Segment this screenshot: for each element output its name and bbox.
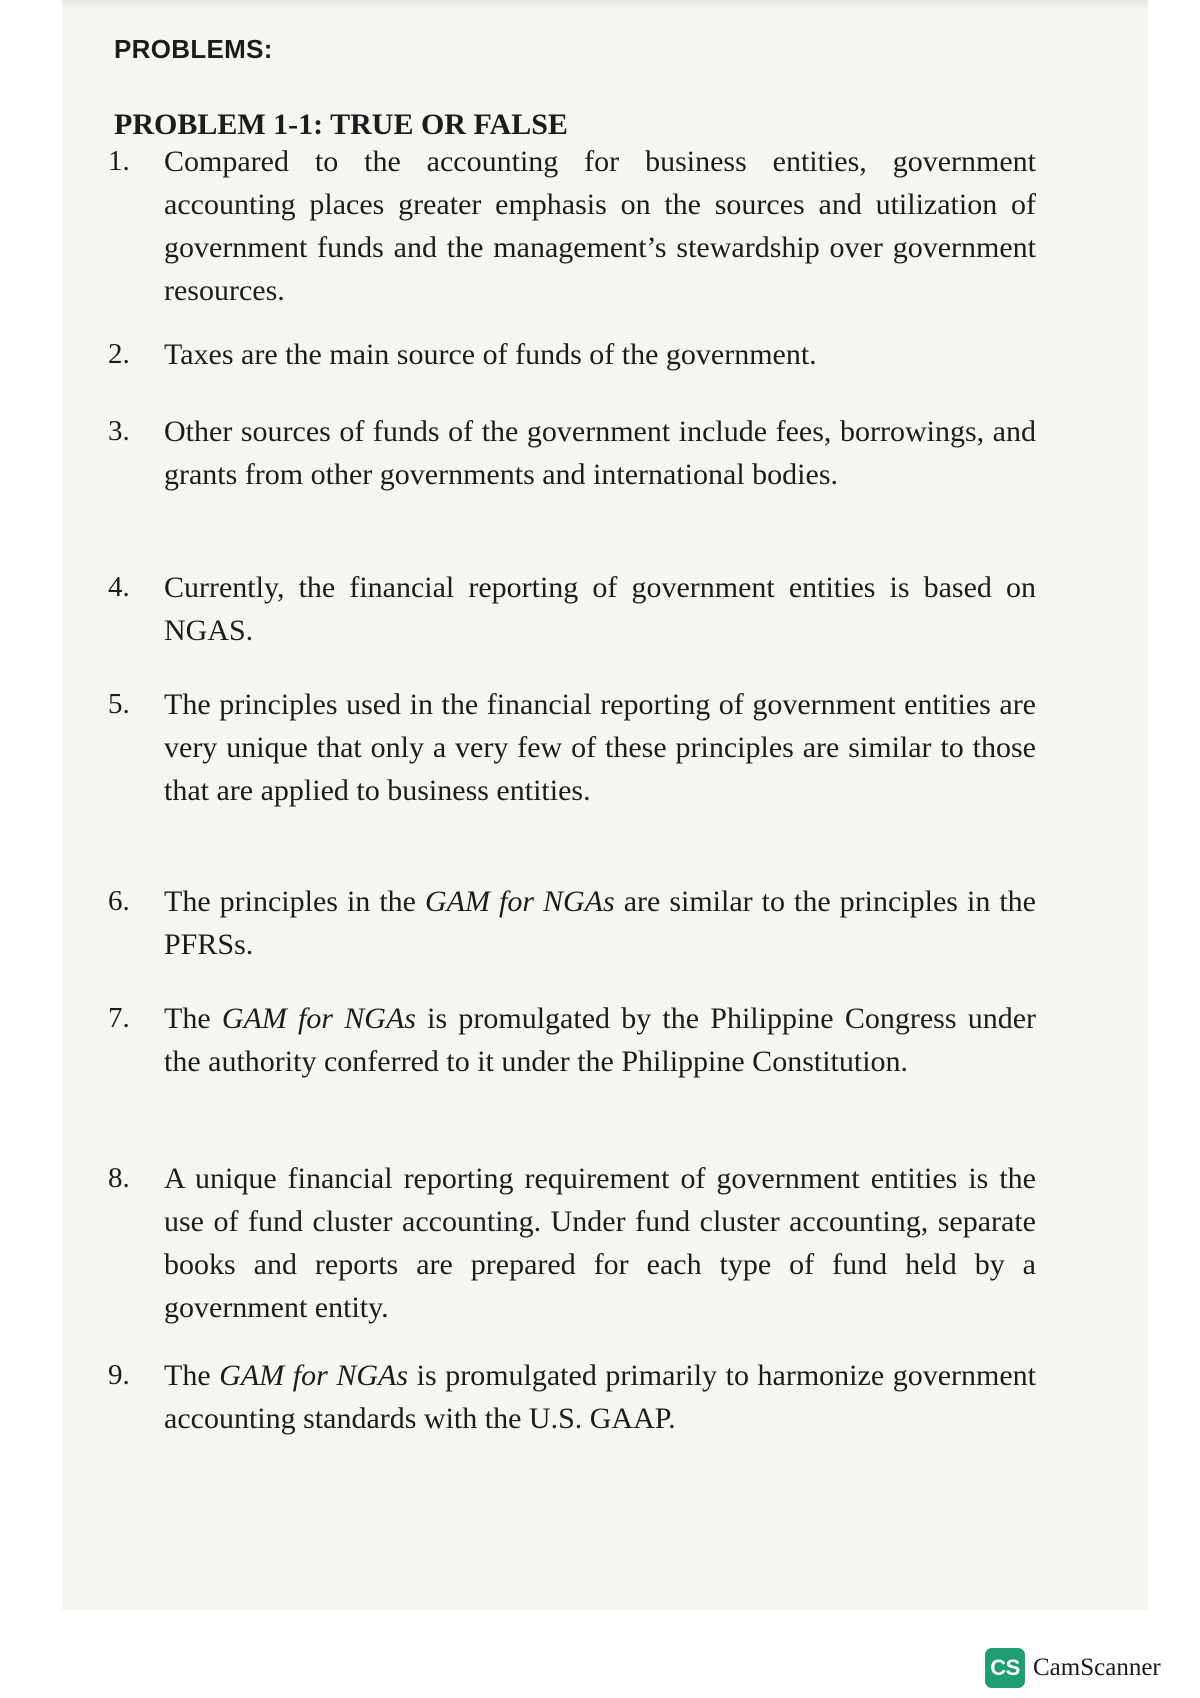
item-text xyxy=(164,1354,1036,1440)
list-item xyxy=(108,140,1036,312)
item-text: Compared to the accounting for business entities, government accounting places greater emphasis on the sources and utilization of government funds and the management’s stewardship over government resources. xyxy=(164,145,1036,307)
item-text-part: The principles in the xyxy=(164,885,425,918)
camscanner-watermark xyxy=(985,1648,1161,1688)
item-text xyxy=(164,880,1036,966)
page-heading: PROBLEMS: xyxy=(114,34,273,64)
item-number: 2. xyxy=(108,338,130,370)
item-text-part: The xyxy=(164,1002,222,1035)
item-number: 7. xyxy=(108,1002,130,1034)
list-item xyxy=(108,1157,1036,1329)
problem-title: PROBLEM 1-1: TRUE OR FALSE xyxy=(114,108,568,141)
list-item xyxy=(108,333,1036,376)
item-text: The principles used in the financial reporting of government entities are very unique that only a very few of these principles are similar to those that are applied to business entities. xyxy=(164,688,1036,807)
item-emphasis: GAM for NGAs xyxy=(219,1359,409,1392)
item-text-part: is promulgated primarily to harmonize government accounting standards with the U.S. GAAP. xyxy=(164,1359,1036,1435)
item-text: Taxes are the main source of funds of the government. xyxy=(164,338,817,371)
item-number: 1. xyxy=(108,145,130,177)
item-text: Other sources of funds of the government include fees, borrowings, and grants from other governments and international bodies. xyxy=(164,415,1036,491)
scan-edge xyxy=(62,0,1148,10)
list-item xyxy=(108,1354,1036,1440)
camscanner-label: CamScanner xyxy=(1033,1654,1161,1681)
item-emphasis: GAM for NGAs xyxy=(424,885,615,918)
item-text-part: are similar to the principles in the PFRSs. xyxy=(164,885,1036,961)
item-number: 6. xyxy=(108,885,130,917)
item-text-part: The xyxy=(164,1359,220,1392)
item-number: 8. xyxy=(108,1162,130,1194)
item-text-part: is promulgated by the Philippine Congress under the authority conferred to it under the Philippine Constitution. xyxy=(164,1002,1037,1078)
item-number: 4. xyxy=(108,571,130,603)
list-item xyxy=(108,410,1036,496)
item-emphasis: GAM for NGAs xyxy=(221,1002,416,1035)
list-item xyxy=(108,880,1036,966)
item-text: Currently, the financial reporting of government entities is based on NGAS. xyxy=(164,571,1036,647)
list-item xyxy=(108,683,1036,812)
list-item xyxy=(108,997,1036,1083)
item-text: A unique financial reporting requirement of government entities is the use of fund cluster accounting. Under fund cluster accounting, separate books and reports are prepared for each type of fund held by a government entity. xyxy=(164,1162,1036,1324)
item-number: 9. xyxy=(108,1359,130,1391)
item-text xyxy=(164,997,1036,1083)
item-number: 3. xyxy=(108,415,130,447)
list-item xyxy=(108,566,1036,652)
item-number: 5. xyxy=(108,688,130,720)
camscanner-logo-icon: CS xyxy=(985,1648,1025,1688)
